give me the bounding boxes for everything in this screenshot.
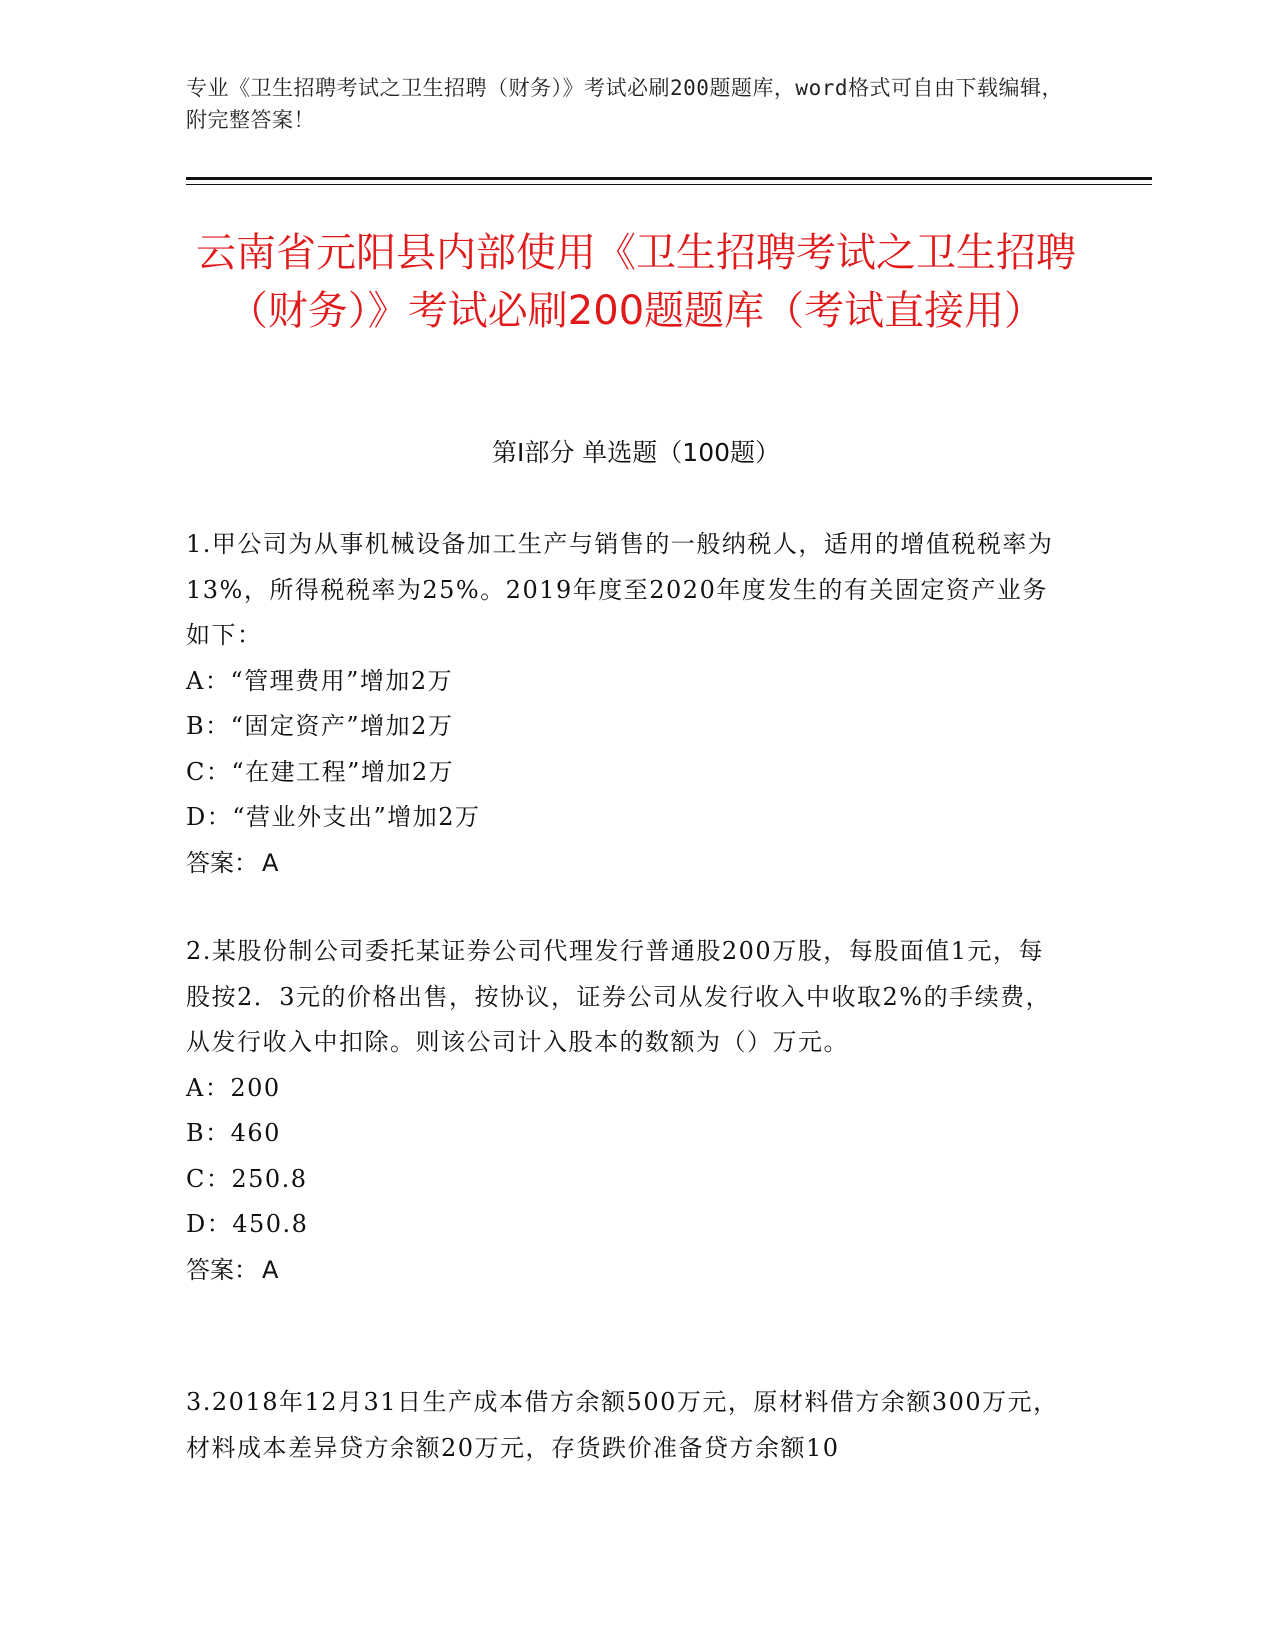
answer-line — [186, 841, 1066, 887]
header-divider-thick — [186, 177, 1152, 180]
question-stem: 1.甲公司为从事机械设备加工生产与销售的一般纳税人，适用的增值税税率为13%，所得税税率为25%。2019年度至2020年度发生的有关固定资产业务如下： — [186, 530, 1054, 649]
question-stem: 2.某股份制公司委托某证券公司代理发行普通股200万股，每股面值1元，每股按2．3元的价格出售，按协议，证券公司从发行收入中收取2%的手续费，从发行收入中扣除。则该公司计入股本的数额为（）万元。 — [186, 937, 1052, 1056]
answer-value: A — [262, 848, 279, 877]
question-1 — [186, 522, 1066, 886]
answer-label: 答案： — [186, 848, 258, 877]
section-heading: 第Ⅰ部分 单选题（100题） — [491, 438, 781, 467]
option-a: A：200 — [186, 1073, 281, 1102]
option-c: C：250.8 — [186, 1164, 308, 1193]
option-c: C：“在建工程”增加2万 — [186, 757, 455, 786]
option-a: A：“管理费用”增加2万 — [186, 666, 454, 695]
question-3 — [186, 1380, 1066, 1471]
option-d: D：“营业外支出”增加2万 — [186, 803, 481, 831]
question-stem: 3.2018年12月31日生产成本借方余额500万元，原材料借方余额300万元，材料成本差异贷方余额20万元，存货跌价准备贷方余额10 — [186, 1388, 1059, 1462]
option-b: B：“固定资产”增加2万 — [186, 712, 454, 740]
answer-label: 答案： — [186, 1255, 258, 1284]
document-title: 云南省元阳县内部使用《卫生招聘考试之卫生招聘（财务）》考试必刷200题题库（考试直接用） — [196, 230, 1076, 334]
header-note: 专业《卫生招聘考试之卫生招聘（财务）》考试必刷200题题库，word格式可自由下载编辑，附完整答案！ — [186, 76, 1063, 132]
option-d: D：450.8 — [186, 1210, 309, 1238]
option-b: B：460 — [186, 1119, 281, 1147]
answer-value: A — [262, 1255, 279, 1284]
header-divider-thin — [186, 184, 1152, 185]
answer-line — [186, 1248, 1066, 1294]
question-2 — [186, 929, 1066, 1293]
